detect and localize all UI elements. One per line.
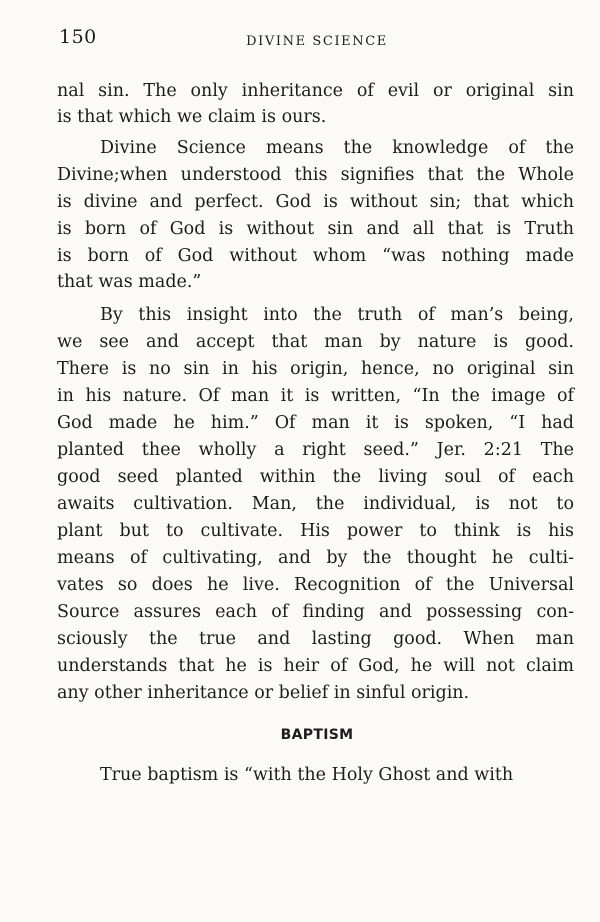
text-line: we see and accept that man by nature is good.	[57, 332, 574, 352]
text-line: that was made.”	[57, 272, 202, 292]
text-line: nal sin. The only inheritance of evil or original sin	[57, 81, 574, 101]
page-number: 150	[59, 26, 97, 48]
text-line: means of cultivating, and by the thought he culti-	[57, 548, 574, 568]
text-line: is divine and perfect. God is without sin; that which	[57, 192, 574, 212]
text-line: True baptism is “with the Holy Ghost and with	[100, 765, 514, 785]
text-line: in his nature. Of man it is written, “In the image of	[57, 386, 574, 406]
running-title: DIVINE SCIENCE	[246, 34, 388, 49]
text-line: any other inheritance or belief in sinful origin.	[57, 683, 470, 703]
text-line: planted thee wholly a right seed.” Jer. 2:21 The	[57, 440, 574, 460]
text-line: There is no sin in his origin, hence, no original sin	[57, 359, 574, 379]
text-line: good seed planted within the living soul of each	[57, 467, 574, 487]
text-line: Source assures each of finding and possessing con-	[57, 602, 574, 622]
book-page	[57, 0, 577, 922]
text-line: is that which we claim is ours.	[57, 107, 327, 127]
text-line: By this insight into the truth of man’s being,	[100, 305, 574, 325]
section-heading: BAPTISM	[280, 727, 354, 743]
text-line: awaits cultivation. Man, the individual, is not to	[57, 494, 574, 514]
text-line: plant but to cultivate. His power to think is his	[57, 521, 574, 541]
text-line: is born of God is without sin and all that is Truth	[57, 219, 574, 239]
text-line: Divine Science means the knowledge of the	[100, 138, 574, 158]
text-line: is born of God without whom “was nothing made	[57, 246, 574, 266]
text-line: understands that he is heir of God, he will not claim	[57, 656, 574, 676]
text-line: God made he him.” Of man it is spoken, “I had	[57, 413, 574, 433]
text-line: Divine;when understood this signifies that the Whole	[57, 165, 574, 185]
running-head	[57, 26, 577, 56]
text-line: sciously the true and lasting good. When man	[57, 629, 574, 649]
text-line: vates so does he live. Recognition of the Universal	[57, 575, 574, 595]
